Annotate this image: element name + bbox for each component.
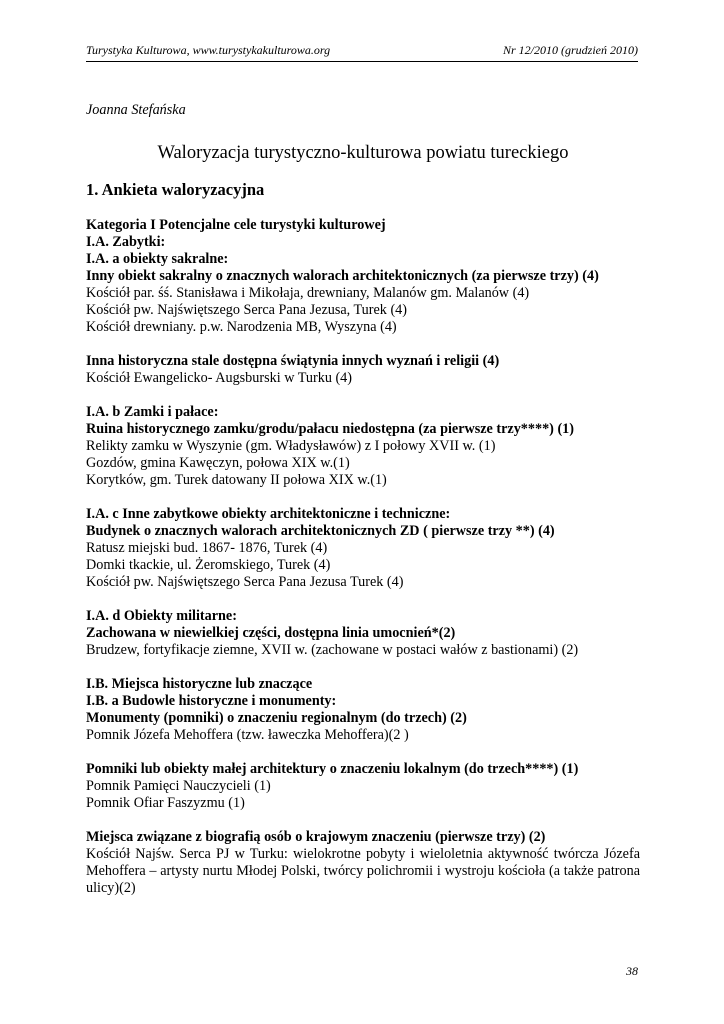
category-heading: Zachowana w niewielkiej części, dostępna linia umocnień*(2) bbox=[86, 625, 456, 641]
category-heading: Monumenty (pomniki) o znaczeniu regionalnym (do trzech) (2) bbox=[86, 710, 467, 726]
category-block bbox=[86, 761, 640, 812]
article-title: Waloryzacja turystyczno-kulturowa powiatu tureckiego bbox=[157, 143, 569, 163]
category-heading: Ruina historycznego zamku/grodu/pałacu niedostępna (za pierwsze trzy****) (1) bbox=[86, 421, 574, 437]
category-heading: I.A. b Zamki i pałace: bbox=[86, 404, 219, 420]
category-block bbox=[86, 676, 640, 744]
list-item: Gozdów, gmina Kawęczyn, połowa XIX w.(1) bbox=[86, 455, 350, 471]
category-heading: I.A. a obiekty sakralne: bbox=[86, 251, 229, 267]
list-item: Kościół drewniany. p.w. Narodzenia MB, Wyszyna (4) bbox=[86, 319, 397, 335]
list-item: Pomnik Józefa Mehoffera (tzw. ławeczka Mehoffera)(2 ) bbox=[86, 727, 409, 743]
list-item: Kościół par. śś. Stanisława i Mikołaja, drewniany, Malanów gm. Malanów (4) bbox=[86, 285, 530, 301]
list-item: Pomnik Ofiar Faszyzmu (1) bbox=[86, 795, 245, 811]
list-item: Relikty zamku w Wyszynie (gm. Władysławów) z I połowy XVII w. (1) bbox=[86, 438, 496, 454]
category-block bbox=[86, 608, 640, 659]
category-block bbox=[86, 353, 640, 387]
author-name: Joanna Stefańska bbox=[86, 102, 186, 118]
running-header bbox=[86, 42, 638, 62]
list-item: Pomnik Pamięci Nauczycieli (1) bbox=[86, 778, 271, 794]
list-item: Kościół Najśw. Serca PJ w Turku: wielokrotne pobyty i wieloletnia aktywność twórcza Józefa Mehoffera – artysty nurtu Młodej Polski, twórcy polichromii i wystroju kościoła (a także patrona ulicy)(2) bbox=[86, 846, 640, 896]
category-heading: Pomniki lub obiekty małej architektury o znaczeniu lokalnym (do trzech****) (1) bbox=[86, 761, 579, 777]
category-heading: I.B. a Budowle historyczne i monumenty: bbox=[86, 693, 337, 709]
issue-number: Nr 12/2010 (grudzień 2010) bbox=[503, 43, 638, 57]
category-heading: Miejsca związane z biografią osób o krajowym znaczeniu (pierwsze trzy) (2) bbox=[86, 829, 546, 845]
category-block bbox=[86, 506, 640, 591]
article-body bbox=[86, 102, 640, 897]
category-block bbox=[86, 829, 640, 897]
journal-name: Turystyka Kulturowa, www.turystykakulturowa.org bbox=[86, 43, 331, 57]
category-heading: I.A. c Inne zabytkowe obiekty architektoniczne i techniczne: bbox=[86, 506, 451, 522]
list-item: Kościół Ewangelicko- Augsburski w Turku (4) bbox=[86, 370, 353, 386]
list-item: Kościół pw. Najświętszego Serca Pana Jezusa, Turek (4) bbox=[86, 302, 407, 318]
category-list bbox=[86, 217, 640, 897]
list-item: Brudzew, fortyfikacje ziemne, XVII w. (zachowane w postaci wałów z bastionami) (2) bbox=[86, 642, 579, 658]
category-heading: Budynek o znacznych walorach architektonicznych ZD ( pierwsze trzy **) (4) bbox=[86, 523, 555, 539]
category-block bbox=[86, 217, 640, 336]
category-heading: Inny obiekt sakralny o znacznych walorach architektonicznych (za pierwsze trzy) (4) bbox=[86, 268, 599, 284]
category-heading: Inna historyczna stale dostępna świątynia innych wyznań i religii (4) bbox=[86, 353, 500, 369]
list-item: Korytków, gm. Turek datowany II połowa XIX w.(1) bbox=[86, 472, 387, 488]
category-heading: I.A. Zabytki: bbox=[86, 234, 166, 250]
list-item: Kościół pw. Najświętszego Serca Pana Jezusa Turek (4) bbox=[86, 574, 404, 590]
list-item: Ratusz miejski bud. 1867- 1876, Turek (4) bbox=[86, 540, 328, 556]
section-heading: 1. Ankieta waloryzacyjna bbox=[86, 180, 265, 199]
category-heading: I.A. d Obiekty militarne: bbox=[86, 608, 237, 624]
category-heading: I.B. Miejsca historyczne lub znaczące bbox=[86, 676, 313, 692]
category-block bbox=[86, 404, 640, 489]
category-heading: Kategoria I Potencjalne cele turystyki kulturowej bbox=[86, 217, 386, 233]
page-number: 38 bbox=[626, 964, 638, 978]
list-item: Domki tkackie, ul. Żeromskiego, Turek (4) bbox=[86, 557, 331, 573]
